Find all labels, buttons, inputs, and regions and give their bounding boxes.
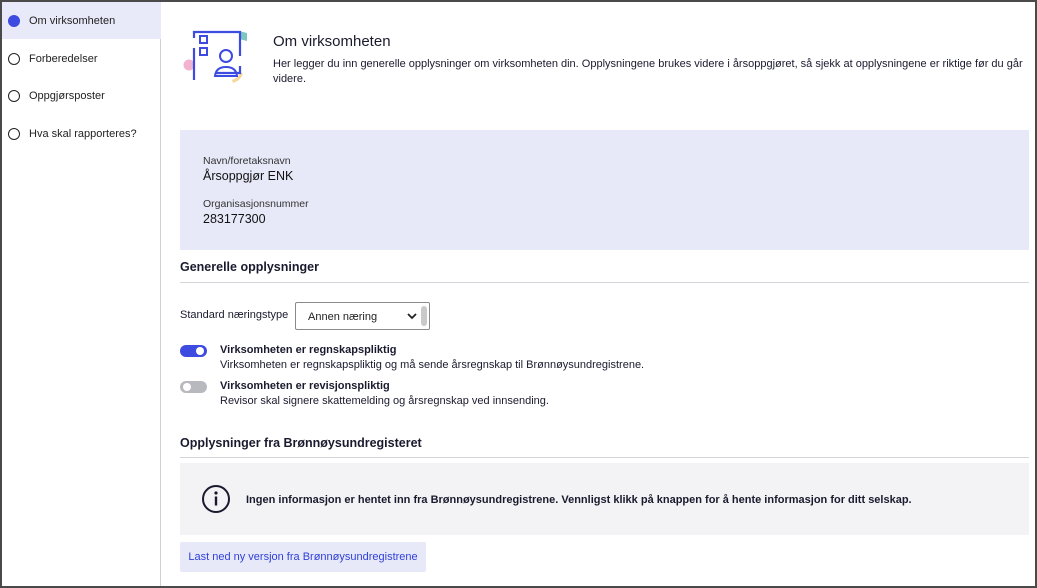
industry-type-select[interactable]	[295, 302, 430, 330]
accounting-obligation-toggle[interactable]	[180, 345, 207, 357]
industry-type-selected-value: Annen næring	[308, 311, 378, 323]
info-alert-text: Ingen informasjon er hentet inn fra Brønnøysundregistrene. Vennligst klikk på knappen for å hente informasjon for ditt selskap.	[246, 494, 912, 506]
company-profile-illustration-icon	[182, 26, 248, 88]
page-title: Om virksomheten	[273, 33, 391, 50]
accounting-obligation-title: Virksomheten er regnskapspliktig	[220, 344, 397, 356]
general-section-title: Generelle opplysninger	[180, 260, 319, 274]
industry-type-label: Standard næringstype	[180, 309, 289, 321]
select-scrollbar	[421, 306, 427, 326]
section-divider	[180, 282, 1029, 283]
sidebar-item-label: Forberedelser	[29, 52, 98, 65]
download-bronnoysund-button[interactable]: Last ned ny versjon fra Brønnøysundregistrene	[180, 542, 426, 572]
company-name-label: Navn/foretaksnavn	[203, 155, 291, 167]
step-indicator	[8, 128, 20, 140]
company-name-value: Årsoppgjør ENK	[203, 169, 294, 183]
company-info-panel	[180, 130, 1029, 250]
org-number-label: Organisasjonsnummer	[203, 198, 309, 210]
step-indicator	[8, 90, 20, 102]
step-indicator	[8, 53, 20, 65]
audit-obligation-description: Revisor skal signere skattemelding og årsregnskap ved innsending.	[220, 395, 549, 407]
info-alert	[180, 463, 1029, 535]
info-circle-icon	[201, 484, 231, 514]
step-active-indicator	[8, 15, 20, 27]
sidebar-item-label: Oppgjørsposter	[29, 89, 105, 102]
section-divider	[180, 457, 1029, 458]
audit-obligation-toggle[interactable]	[180, 381, 207, 393]
bronnoysund-section-title: Opplysninger fra Brønnøysundregisteret	[180, 436, 422, 450]
sidebar-item-forberedelser[interactable]	[2, 40, 161, 77]
sidebar-item-om-virksomheten[interactable]	[2, 2, 161, 39]
toggle-knob	[183, 383, 191, 391]
audit-obligation-title: Virksomheten er revisjonspliktig	[220, 380, 390, 392]
accounting-obligation-description: Virksomheten er regnskapspliktig og må sende årsregnskap til Brønnøysundregistrene.	[220, 359, 645, 371]
sidebar-item-oppgjorsposter[interactable]	[2, 77, 161, 114]
page-description: Her legger du inn generelle opplysninger om virksomheten din. Opplysningene brukes videre i årsoppgjøret, så sjekk at opplysningene er riktige før du går videre.	[273, 58, 1023, 85]
sidebar-item-label: Hva skal rapporteres?	[29, 127, 137, 140]
sidebar-item-label: Om virksomheten	[29, 14, 116, 27]
toggle-knob	[196, 347, 204, 355]
chevron-down-icon	[406, 310, 418, 322]
sidebar	[2, 2, 161, 586]
org-number-value: 283177300	[203, 212, 266, 226]
sidebar-item-hva-skal-rapporteres[interactable]	[2, 115, 161, 152]
